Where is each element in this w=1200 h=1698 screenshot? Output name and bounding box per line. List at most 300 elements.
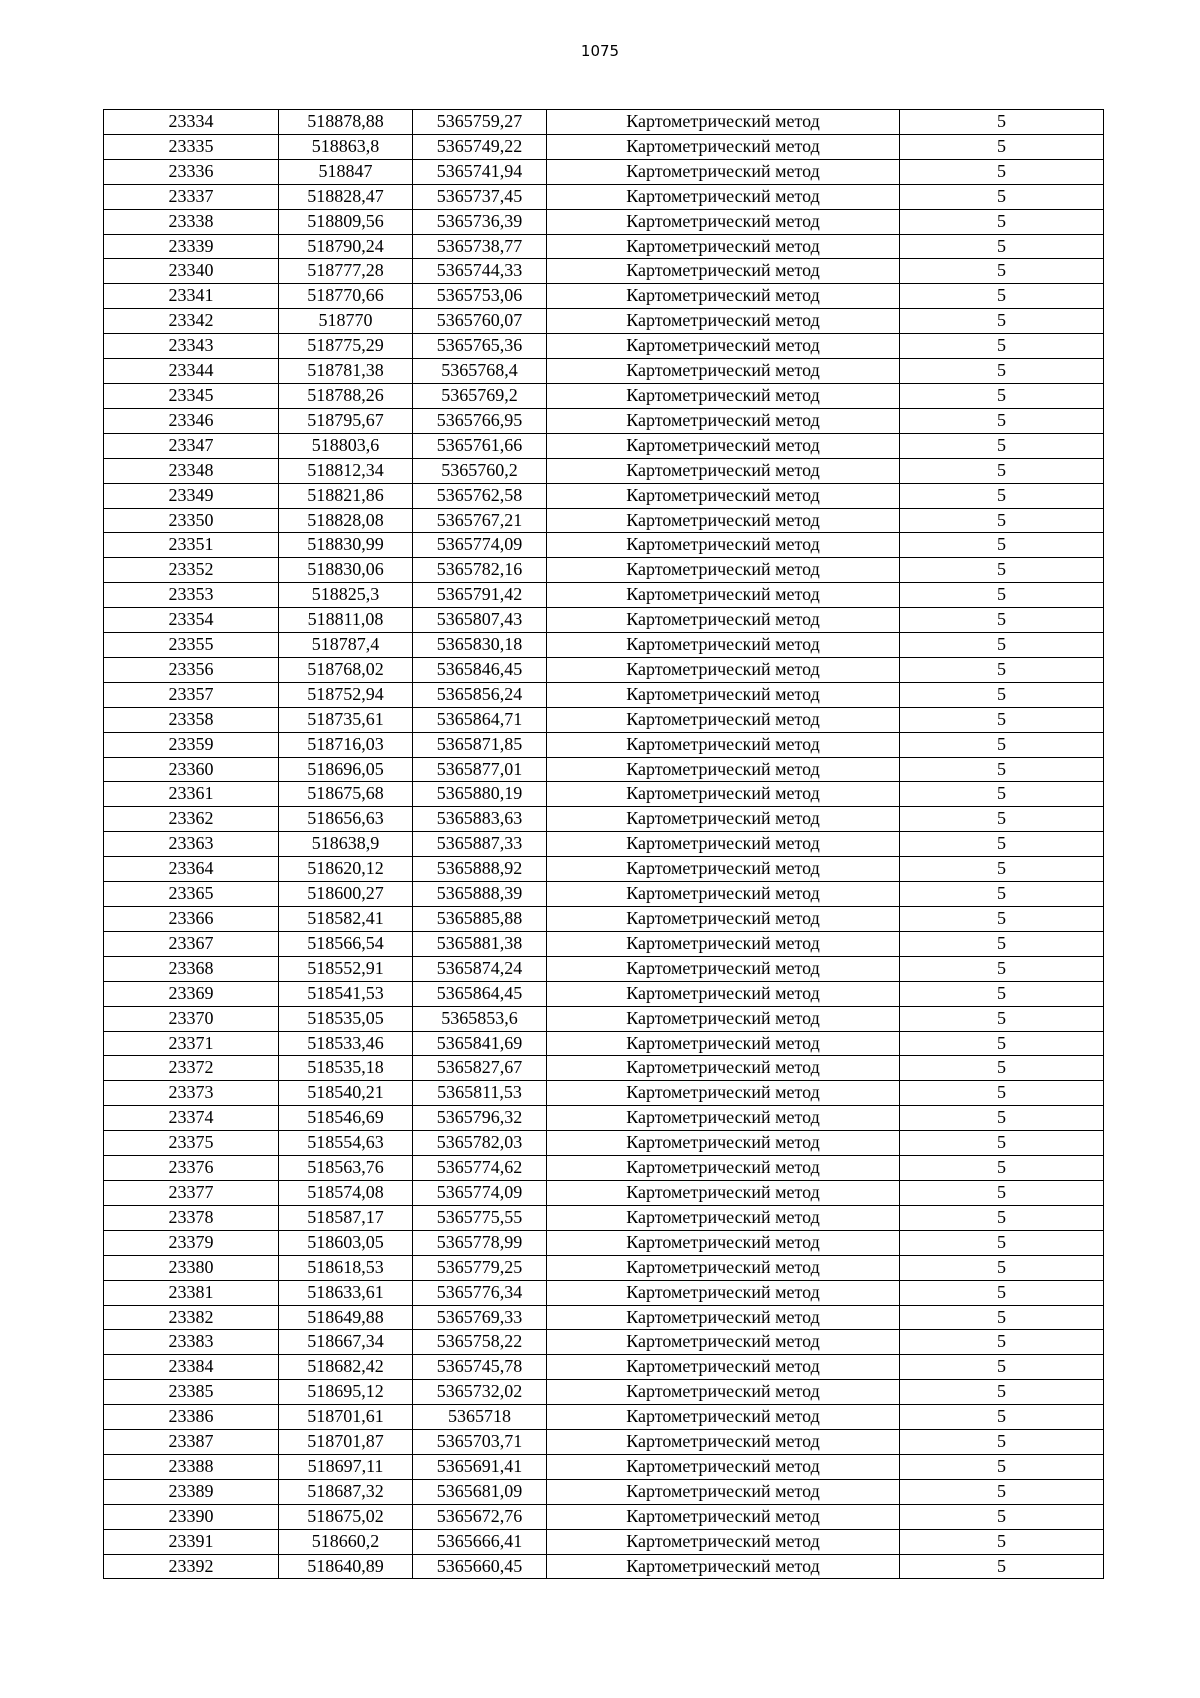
point-number-cell: 23353 [104,583,279,608]
accuracy-cell: 5 [900,110,1104,135]
method-cell: Картометрический метод [547,1355,900,1380]
point-number-cell: 23365 [104,882,279,907]
table-row [104,583,1104,608]
x-coordinate-cell: 518540,21 [279,1081,413,1106]
point-number-cell: 23380 [104,1255,279,1280]
y-coordinate-cell: 5365744,33 [413,259,547,284]
x-coordinate-cell: 518649,88 [279,1305,413,1330]
method-cell: Картометрический метод [547,1131,900,1156]
y-coordinate-cell: 5365745,78 [413,1355,547,1380]
y-coordinate-cell: 5365830,18 [413,633,547,658]
accuracy-cell: 5 [900,234,1104,259]
table-row [104,483,1104,508]
y-coordinate-cell: 5365782,16 [413,558,547,583]
x-coordinate-cell: 518777,28 [279,259,413,284]
accuracy-cell: 5 [900,1106,1104,1131]
table-row [104,408,1104,433]
accuracy-cell: 5 [900,1031,1104,1056]
y-coordinate-cell: 5365856,24 [413,682,547,707]
accuracy-cell: 5 [900,209,1104,234]
table-row [104,1131,1104,1156]
x-coordinate-cell: 518735,61 [279,707,413,732]
method-cell: Картометрический метод [547,907,900,932]
point-number-cell: 23385 [104,1380,279,1405]
method-cell: Картометрический метод [547,633,900,658]
table-row [104,1255,1104,1280]
y-coordinate-cell: 5365774,09 [413,1180,547,1205]
accuracy-cell: 5 [900,408,1104,433]
method-cell: Картометрический метод [547,234,900,259]
x-coordinate-cell: 518696,05 [279,757,413,782]
y-coordinate-cell: 5365811,53 [413,1081,547,1106]
x-coordinate-cell: 518701,61 [279,1405,413,1430]
accuracy-cell: 5 [900,981,1104,1006]
accuracy-cell: 5 [900,1330,1104,1355]
y-coordinate-cell: 5365666,41 [413,1529,547,1554]
x-coordinate-cell: 518582,41 [279,907,413,932]
accuracy-cell: 5 [900,1081,1104,1106]
y-coordinate-cell: 5365760,07 [413,309,547,334]
table-row [104,1554,1104,1579]
table-row [104,931,1104,956]
point-number-cell: 23335 [104,134,279,159]
accuracy-cell: 5 [900,558,1104,583]
y-coordinate-cell: 5365769,2 [413,383,547,408]
table-row [104,558,1104,583]
x-coordinate-cell: 518640,89 [279,1554,413,1579]
method-cell: Картометрический метод [547,1380,900,1405]
table-row [104,707,1104,732]
y-coordinate-cell: 5365775,55 [413,1205,547,1230]
point-number-cell: 23375 [104,1131,279,1156]
y-coordinate-cell: 5365807,43 [413,608,547,633]
table-row [104,682,1104,707]
accuracy-cell: 5 [900,707,1104,732]
table-row [104,458,1104,483]
y-coordinate-cell: 5365749,22 [413,134,547,159]
y-coordinate-cell: 5365841,69 [413,1031,547,1056]
accuracy-cell: 5 [900,533,1104,558]
x-coordinate-cell: 518811,08 [279,608,413,633]
y-coordinate-cell: 5365871,85 [413,732,547,757]
method-cell: Картометрический метод [547,134,900,159]
y-coordinate-cell: 5365762,58 [413,483,547,508]
table-row [104,1056,1104,1081]
x-coordinate-cell: 518878,88 [279,110,413,135]
y-coordinate-cell: 5365760,2 [413,458,547,483]
y-coordinate-cell: 5365782,03 [413,1131,547,1156]
point-number-cell: 23391 [104,1529,279,1554]
x-coordinate-cell: 518563,76 [279,1156,413,1181]
accuracy-cell: 5 [900,907,1104,932]
table-row [104,1355,1104,1380]
x-coordinate-cell: 518788,26 [279,383,413,408]
x-coordinate-cell: 518697,11 [279,1454,413,1479]
x-coordinate-cell: 518803,6 [279,433,413,458]
x-coordinate-cell: 518541,53 [279,981,413,1006]
point-number-cell: 23350 [104,508,279,533]
x-coordinate-cell: 518821,86 [279,483,413,508]
y-coordinate-cell: 5365741,94 [413,159,547,184]
method-cell: Картометрический метод [547,1529,900,1554]
y-coordinate-cell: 5365738,77 [413,234,547,259]
method-cell: Картометрический метод [547,882,900,907]
table-row [104,1280,1104,1305]
x-coordinate-cell: 518790,24 [279,234,413,259]
accuracy-cell: 5 [900,1479,1104,1504]
table-row [104,309,1104,334]
x-coordinate-cell: 518775,29 [279,334,413,359]
table-row [104,1230,1104,1255]
accuracy-cell: 5 [900,857,1104,882]
y-coordinate-cell: 5365778,99 [413,1230,547,1255]
table-row [104,383,1104,408]
point-number-cell: 23351 [104,533,279,558]
x-coordinate-cell: 518825,3 [279,583,413,608]
x-coordinate-cell: 518675,68 [279,782,413,807]
table-row [104,956,1104,981]
accuracy-cell: 5 [900,832,1104,857]
x-coordinate-cell: 518847 [279,159,413,184]
table-row [104,1031,1104,1056]
method-cell: Картометрический метод [547,981,900,1006]
table-row [104,284,1104,309]
point-number-cell: 23388 [104,1454,279,1479]
method-cell: Картометрический метод [547,1430,900,1455]
accuracy-cell: 5 [900,608,1104,633]
method-cell: Картометрический метод [547,209,900,234]
method-cell: Картометрический метод [547,1280,900,1305]
accuracy-cell: 5 [900,732,1104,757]
method-cell: Картометрический метод [547,583,900,608]
point-number-cell: 23354 [104,608,279,633]
accuracy-cell: 5 [900,633,1104,658]
x-coordinate-cell: 518552,91 [279,956,413,981]
accuracy-cell: 5 [900,159,1104,184]
page-number: 1075 [580,42,620,60]
table-row [104,657,1104,682]
method-cell: Картометрический метод [547,184,900,209]
accuracy-cell: 5 [900,1205,1104,1230]
point-number-cell: 23342 [104,309,279,334]
y-coordinate-cell: 5365864,45 [413,981,547,1006]
method-cell: Картометрический метод [547,383,900,408]
method-cell: Картометрический метод [547,1230,900,1255]
table-row [104,209,1104,234]
method-cell: Картометрический метод [547,1479,900,1504]
y-coordinate-cell: 5365776,34 [413,1280,547,1305]
method-cell: Картометрический метод [547,259,900,284]
x-coordinate-cell: 518768,02 [279,657,413,682]
y-coordinate-cell: 5365887,33 [413,832,547,857]
point-number-cell: 23378 [104,1205,279,1230]
method-cell: Картометрический метод [547,832,900,857]
table-row [104,110,1104,135]
table-row [104,882,1104,907]
table-row [104,433,1104,458]
x-coordinate-cell: 518795,67 [279,408,413,433]
accuracy-cell: 5 [900,1280,1104,1305]
x-coordinate-cell: 518682,42 [279,1355,413,1380]
point-number-cell: 23390 [104,1504,279,1529]
method-cell: Картометрический метод [547,807,900,832]
y-coordinate-cell: 5365827,67 [413,1056,547,1081]
accuracy-cell: 5 [900,1529,1104,1554]
point-number-cell: 23347 [104,433,279,458]
x-coordinate-cell: 518667,34 [279,1330,413,1355]
point-number-cell: 23356 [104,657,279,682]
y-coordinate-cell: 5365880,19 [413,782,547,807]
method-cell: Картометрический метод [547,284,900,309]
point-number-cell: 23337 [104,184,279,209]
accuracy-cell: 5 [900,657,1104,682]
point-number-cell: 23367 [104,931,279,956]
table-row [104,1529,1104,1554]
table-row [104,1180,1104,1205]
x-coordinate-cell: 518566,54 [279,931,413,956]
point-number-cell: 23382 [104,1305,279,1330]
x-coordinate-cell: 518618,53 [279,1255,413,1280]
point-number-cell: 23346 [104,408,279,433]
y-coordinate-cell: 5365753,06 [413,284,547,309]
x-coordinate-cell: 518812,34 [279,458,413,483]
method-cell: Картометрический метод [547,1081,900,1106]
y-coordinate-cell: 5365736,39 [413,209,547,234]
x-coordinate-cell: 518574,08 [279,1180,413,1205]
point-number-cell: 23358 [104,707,279,732]
method-cell: Картометрический метод [547,359,900,384]
method-cell: Картометрический метод [547,533,900,558]
method-cell: Картометрический метод [547,433,900,458]
point-number-cell: 23377 [104,1180,279,1205]
method-cell: Картометрический метод [547,1205,900,1230]
y-coordinate-cell: 5365718 [413,1405,547,1430]
point-number-cell: 23349 [104,483,279,508]
method-cell: Картометрический метод [547,483,900,508]
y-coordinate-cell: 5365767,21 [413,508,547,533]
method-cell: Картометрический метод [547,110,900,135]
y-coordinate-cell: 5365853,6 [413,1006,547,1031]
x-coordinate-cell: 518828,08 [279,508,413,533]
accuracy-cell: 5 [900,682,1104,707]
x-coordinate-cell: 518620,12 [279,857,413,882]
x-coordinate-cell: 518770,66 [279,284,413,309]
accuracy-cell: 5 [900,1006,1104,1031]
method-cell: Картометрический метод [547,1180,900,1205]
method-cell: Картометрический метод [547,732,900,757]
accuracy-cell: 5 [900,1131,1104,1156]
accuracy-cell: 5 [900,1380,1104,1405]
y-coordinate-cell: 5365864,71 [413,707,547,732]
point-number-cell: 23387 [104,1430,279,1455]
y-coordinate-cell: 5365765,36 [413,334,547,359]
accuracy-cell: 5 [900,807,1104,832]
table-row [104,234,1104,259]
table-row [104,1380,1104,1405]
accuracy-cell: 5 [900,1305,1104,1330]
method-cell: Картометрический метод [547,931,900,956]
y-coordinate-cell: 5365846,45 [413,657,547,682]
x-coordinate-cell: 518695,12 [279,1380,413,1405]
method-cell: Картометрический метод [547,956,900,981]
method-cell: Картометрический метод [547,707,900,732]
point-number-cell: 23363 [104,832,279,857]
method-cell: Картометрический метод [547,1056,900,1081]
y-coordinate-cell: 5365888,39 [413,882,547,907]
point-number-cell: 23386 [104,1405,279,1430]
x-coordinate-cell: 518535,18 [279,1056,413,1081]
table-row [104,981,1104,1006]
x-coordinate-cell: 518546,69 [279,1106,413,1131]
point-number-cell: 23366 [104,907,279,932]
method-cell: Картометрический метод [547,1504,900,1529]
point-number-cell: 23374 [104,1106,279,1131]
point-number-cell: 23376 [104,1156,279,1181]
accuracy-cell: 5 [900,931,1104,956]
point-number-cell: 23368 [104,956,279,981]
accuracy-cell: 5 [900,757,1104,782]
accuracy-cell: 5 [900,259,1104,284]
point-number-cell: 23341 [104,284,279,309]
table-row [104,857,1104,882]
table-row [104,1454,1104,1479]
accuracy-cell: 5 [900,1056,1104,1081]
table-row [104,508,1104,533]
coordinates-table [103,109,1104,1579]
x-coordinate-cell: 518809,56 [279,209,413,234]
accuracy-cell: 5 [900,1504,1104,1529]
point-number-cell: 23343 [104,334,279,359]
point-number-cell: 23372 [104,1056,279,1081]
accuracy-cell: 5 [900,1454,1104,1479]
method-cell: Картометрический метод [547,458,900,483]
table-row [104,359,1104,384]
method-cell: Картометрический метод [547,334,900,359]
y-coordinate-cell: 5365732,02 [413,1380,547,1405]
method-cell: Картометрический метод [547,608,900,633]
accuracy-cell: 5 [900,1430,1104,1455]
x-coordinate-cell: 518603,05 [279,1230,413,1255]
point-number-cell: 23340 [104,259,279,284]
x-coordinate-cell: 518787,4 [279,633,413,658]
point-number-cell: 23334 [104,110,279,135]
table-row [104,334,1104,359]
y-coordinate-cell: 5365791,42 [413,583,547,608]
method-cell: Картометрический метод [547,159,900,184]
method-cell: Картометрический метод [547,508,900,533]
method-cell: Картометрический метод [547,1454,900,1479]
x-coordinate-cell: 518600,27 [279,882,413,907]
point-number-cell: 23361 [104,782,279,807]
table-row [104,832,1104,857]
x-coordinate-cell: 518656,63 [279,807,413,832]
accuracy-cell: 5 [900,284,1104,309]
method-cell: Картометрический метод [547,1255,900,1280]
method-cell: Картометрический метод [547,782,900,807]
y-coordinate-cell: 5365774,09 [413,533,547,558]
x-coordinate-cell: 518675,02 [279,1504,413,1529]
method-cell: Картометрический метод [547,1006,900,1031]
point-number-cell: 23364 [104,857,279,882]
y-coordinate-cell: 5365672,76 [413,1504,547,1529]
accuracy-cell: 5 [900,1230,1104,1255]
x-coordinate-cell: 518830,99 [279,533,413,558]
point-number-cell: 23381 [104,1280,279,1305]
x-coordinate-cell: 518770 [279,309,413,334]
x-coordinate-cell: 518716,03 [279,732,413,757]
x-coordinate-cell: 518633,61 [279,1280,413,1305]
table-row [104,1106,1104,1131]
accuracy-cell: 5 [900,309,1104,334]
table-row [104,782,1104,807]
accuracy-cell: 5 [900,184,1104,209]
accuracy-cell: 5 [900,383,1104,408]
y-coordinate-cell: 5365758,22 [413,1330,547,1355]
y-coordinate-cell: 5365769,33 [413,1305,547,1330]
table-row [104,1081,1104,1106]
accuracy-cell: 5 [900,458,1104,483]
x-coordinate-cell: 518828,47 [279,184,413,209]
accuracy-cell: 5 [900,1355,1104,1380]
table-row [104,1006,1104,1031]
table-row [104,1205,1104,1230]
method-cell: Картометрический метод [547,1156,900,1181]
x-coordinate-cell: 518863,8 [279,134,413,159]
x-coordinate-cell: 518535,05 [279,1006,413,1031]
coordinates-table-body [104,110,1104,1579]
x-coordinate-cell: 518701,87 [279,1430,413,1455]
table-row [104,732,1104,757]
point-number-cell: 23352 [104,558,279,583]
point-number-cell: 23369 [104,981,279,1006]
point-number-cell: 23357 [104,682,279,707]
method-cell: Картометрический метод [547,682,900,707]
table-row [104,184,1104,209]
y-coordinate-cell: 5365796,32 [413,1106,547,1131]
method-cell: Картометрический метод [547,309,900,334]
point-number-cell: 23384 [104,1355,279,1380]
x-coordinate-cell: 518587,17 [279,1205,413,1230]
point-number-cell: 23338 [104,209,279,234]
y-coordinate-cell: 5365874,24 [413,956,547,981]
point-number-cell: 23379 [104,1230,279,1255]
y-coordinate-cell: 5365766,95 [413,408,547,433]
table-row [104,1430,1104,1455]
point-number-cell: 23359 [104,732,279,757]
table-row [104,1305,1104,1330]
x-coordinate-cell: 518752,94 [279,682,413,707]
table-row [104,1405,1104,1430]
x-coordinate-cell: 518781,38 [279,359,413,384]
point-number-cell: 23371 [104,1031,279,1056]
point-number-cell: 23362 [104,807,279,832]
y-coordinate-cell: 5365774,62 [413,1156,547,1181]
accuracy-cell: 5 [900,782,1104,807]
point-number-cell: 23336 [104,159,279,184]
point-number-cell: 23345 [104,383,279,408]
point-number-cell: 23348 [104,458,279,483]
table-row [104,134,1104,159]
y-coordinate-cell: 5365885,88 [413,907,547,932]
method-cell: Картометрический метод [547,558,900,583]
y-coordinate-cell: 5365761,66 [413,433,547,458]
accuracy-cell: 5 [900,483,1104,508]
point-number-cell: 23392 [104,1554,279,1579]
table-row [104,1479,1104,1504]
y-coordinate-cell: 5365888,92 [413,857,547,882]
accuracy-cell: 5 [900,1156,1104,1181]
method-cell: Картометрический метод [547,1305,900,1330]
